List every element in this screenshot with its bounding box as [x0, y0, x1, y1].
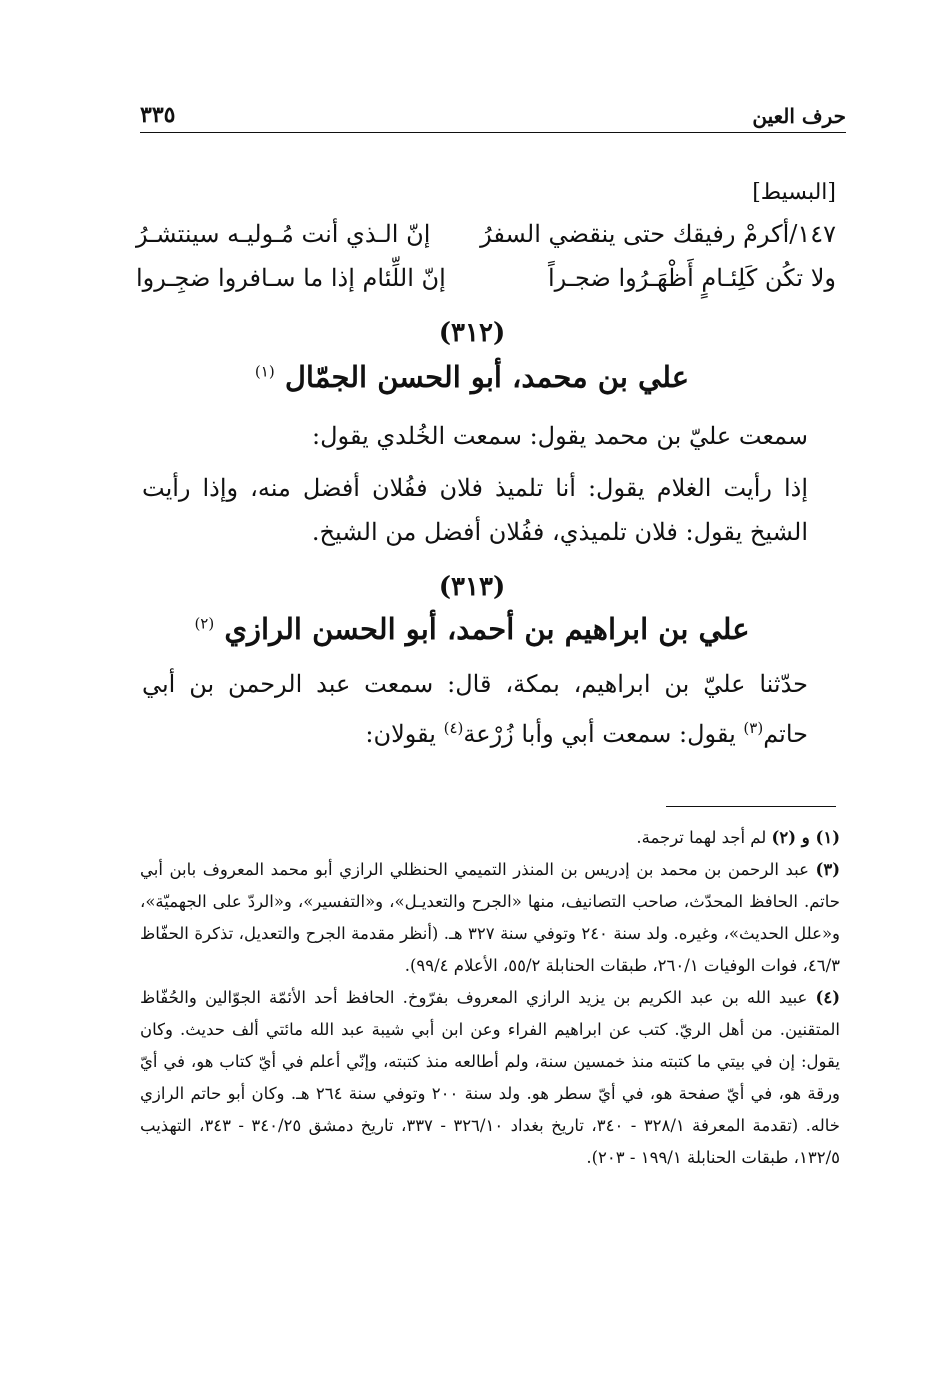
verse-1-first-hemistich: ١٤٧/أكرمْ رفيقك حتى ينقضي السفرُ [480, 220, 836, 248]
footnote-4 [140, 982, 840, 1174]
entry-312-intro [142, 414, 836, 458]
entry-312-number: (٣١٢) [438, 318, 506, 348]
entry-312-name: علي بن محمد، أبو الحسن الجمّال [284, 360, 690, 394]
footnote-text: لم أجد لهما ترجمة. [636, 828, 767, 847]
footnote-number: (٤) [815, 988, 840, 1007]
footnote-text: عبد الرحمن بن محمد بن إدريس بن المنذر التميمي الحنظلي الرازي أبو محمد المعروف بابن أبي حاتم. الحافظ المحدّث، صاحب التصانيف، منها «الجرح والتعديـل»، و«التفسير»، و«الردّ على الجهميّة»، و«علل الحديث»، وغيره. ولد سنة ٢٤٠ وتوفي سنة ٣٢٧ هـ. (أنظر مقدمة الجرح والتعديل، تذكرة الحفّاظ ٤٦/٣، فوات الوفيات ٢٦٠/١، طبقات الحنابلة ٥٥/٢، الأعلام ٩٩/٤). [140, 860, 841, 975]
verse-1-second-hemistich: إنّ الـذي أنت مُـوليـه سينتشـرُ [136, 220, 431, 248]
entry-313-body-text [142, 662, 836, 756]
verse-1 [136, 220, 836, 248]
footnote-ref-4: (٤) [443, 719, 464, 737]
footnote-ref-3: (٣) [743, 719, 764, 737]
footnotes [140, 822, 840, 1174]
footnote-divider [666, 806, 836, 807]
entry-313-note-ref: (٢) [194, 614, 215, 633]
entry-313-heading [0, 612, 944, 646]
entry-313-body [142, 662, 836, 756]
entry-312-heading [0, 360, 944, 394]
entry-313-text-a: حدّثنا عليّ بن ابراهيم، بمكة، قال: سمعت عبد الرحمن بن أبي حاتم [142, 670, 808, 748]
chapter-title: حرف العين [752, 104, 846, 128]
running-header [140, 90, 846, 133]
entry-312-body [142, 466, 836, 554]
entry-312-intro-text: سمعت عليّ بن محمد يقول: سمعت الخُلدي يقول: [312, 422, 808, 450]
entry-313-number: (٣١٣) [438, 572, 506, 602]
entry-313-name: علي بن ابراهيم بن أحمد، أبو الحسن الرازي [224, 612, 750, 646]
footnote-number: (٣) [815, 860, 840, 879]
verse-2-first-hemistich: ولا تكُن كَلِئـامٍ أَظْهَـرُوا ضجـراً [548, 264, 836, 292]
footnote-3 [140, 854, 840, 982]
poem-meter: [البسيط] [752, 180, 836, 205]
footnote-1-2 [140, 822, 840, 854]
page-number: ٣٣٥ [140, 102, 176, 128]
entry-313-text-c: يقولان: [365, 720, 436, 748]
verse-2 [136, 264, 836, 292]
verse-2-second-hemistich: إنّ اللِّئام إذا ما سـافروا ضجِـروا [136, 264, 446, 292]
entry-312-body-text: إذا رأيت الغلام يقول: أنا تلميذ فلان ففُلان أفضل منه، وإذا رأيت الشيخ يقول: فلان تلميذي، ففُلان أفضل من الشيخ. [142, 474, 808, 546]
entry-313-text-b: يقول: سمعت أبي وأبا زُرْعة [463, 720, 736, 748]
footnote-text: عبيد الله بن عبد الكريم بن يزيد الرازي المعروف بفرّوخ. الحافظ أحد الأئمّة الجوّالين والحُفّاظ المتقنين. من أهل الريّ. كتب عن ابراهيم الفراء وعن ابن أبي شيبة عبد الله مائتي ألف حديث. وكان يقول: إن في بيتي ما كتبته منذ خمسين سنة، ولم أطالعه منذ كتبته، وإنّي أعلم في أيّ كتاب هو، في أيّ ورقة هو، في أيّ صفحة هو، في أيّ سطر هو. ولد سنة ٢٠٠ وتوفي سنة ٢٦٤ هـ. وكان أبو حاتم الرازي خاله. (تقدمة المعرفة ٣٢٨/١ - ٣٤٠، تاريخ بغداد ٣٢٦/١٠ - ٣٣٧، تاريخ دمشق ٣٤٠/٢٥ - ٣٤٣، التهذيب ١٣٢/٥، طبقات الحنابلة ١٩٩/١ - ٢٠٣). [140, 988, 841, 1167]
entry-312-note-ref: (١) [254, 362, 275, 381]
footnote-number: (١) و (٢) [771, 828, 840, 847]
